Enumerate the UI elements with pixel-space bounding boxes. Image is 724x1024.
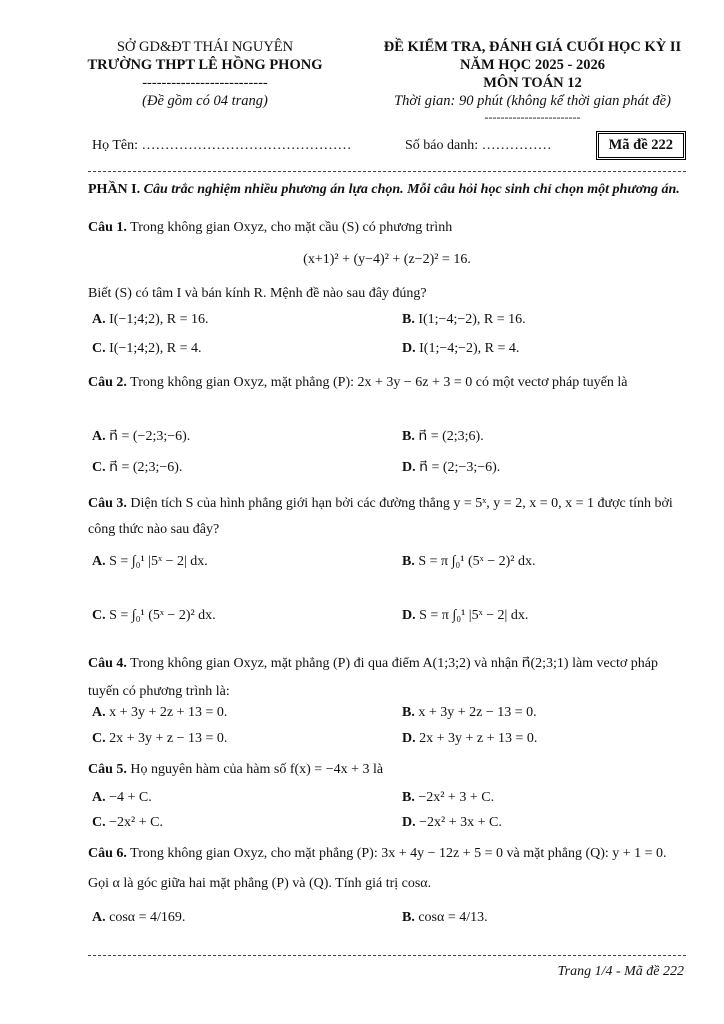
q4-a-letter: A. [92,705,106,720]
exam-title: ĐỀ KIỂM TRA, ĐÁNH GIÁ CUỐI HỌC KỲ II [383,39,682,55]
q3-d-letter: D. [402,608,416,623]
q1-text2: Biết (S) có tâm I và bán kính R. Mệnh đề nào sau đây đúng? [88,286,427,301]
q4-c-text: 2x + 3y + z − 13 = 0. [109,731,228,746]
q2-label: Câu 2. [88,375,127,390]
q4-a-text: x + 3y + 2z + 13 = 0. [109,705,228,720]
q5-option-a[interactable] [92,790,152,806]
q4-d-text: 2x + 3y + z + 13 = 0. [419,731,538,746]
q1-option-d[interactable] [402,341,519,357]
q5-a-letter: A. [92,790,106,805]
q1-text: Trong không gian Oxyz, cho mặt cầu (S) có phương trình [130,220,453,235]
q4-d-letter: D. [402,731,416,746]
q5-b-letter: B. [402,790,415,805]
q1-option-a[interactable] [92,312,209,328]
part1-title: PHẦN I. [88,182,141,197]
q3-c-letter: C. [92,608,106,623]
q6-a-text: cosα = 4/169. [109,910,186,925]
question-6 [88,839,684,899]
q2-option-a[interactable] [92,428,190,445]
q4-text: Trong không gian Oxyz, mặt phẳng (P) đi qua điểm A(1;3;2) và nhận n⃗(2;3;1) làm vectơ pháp tuyến có phương trình là: [88,656,658,699]
q3-a-text: S = ∫₀¹ |5ˣ − 2| dx. [109,554,208,569]
pages-note: (Đề gồm có 04 trang) [142,93,268,109]
q5-c-letter: C. [92,815,106,830]
q2-option-d[interactable] [402,459,500,476]
q1-label: Câu 1. [88,220,127,235]
q4-option-d[interactable] [402,731,537,747]
q3-b-letter: B. [402,554,415,569]
school-year: NĂM HỌC 2025 - 2026 [460,57,605,73]
q6-text: Trong không gian Oxyz, cho mặt phẳng (P): 3x + 4y − 12z + 5 = 0 và mặt phẳng (Q): y + 1 = 0. Gọi α là góc giữa hai mặt phẳng (P) và (Q). Tính giá trị cosα. [88,846,667,891]
q2-c-letter: C. [92,460,106,475]
question-2 [88,369,684,397]
question-1 [88,218,684,238]
subject: MÔN TOÁN 12 [483,75,582,91]
q2-c-text: n⃗ = (2;3;−6). [109,460,183,475]
q5-option-b[interactable] [402,790,494,806]
page-footer: Trang 1/4 - Mã đề 222 [557,964,684,979]
dept-name: SỞ GD&ĐT THÁI NGUYÊN [116,39,294,55]
header-right [360,38,705,124]
q4-c-letter: C. [92,731,106,746]
q6-option-b[interactable] [402,910,488,926]
q5-label: Câu 5. [88,762,127,777]
q3-d-text: S = π ∫₀¹ |5ˣ − 2| dx. [419,608,529,623]
q6-a-letter: A. [92,910,106,925]
q5-text: Họ nguyên hàm của hàm số f(x) = −4x + 3 là [130,762,384,777]
divider-top [88,171,686,172]
q2-d-letter: D. [402,460,416,475]
q1-option-b[interactable] [402,312,526,328]
q5-a-text: −4 + C. [109,790,152,805]
q4-b-text: x + 3y + 2z − 13 = 0. [418,705,537,720]
q6-option-a[interactable] [92,910,185,926]
q2-a-text: n⃗ = (−2;3;−6). [109,429,191,444]
part1-heading [88,180,684,200]
q3-a-letter: A. [92,554,106,569]
q5-option-d[interactable] [402,815,502,831]
q4-option-c[interactable] [92,731,227,747]
q3-option-c[interactable] [92,608,216,624]
q4-option-b[interactable] [402,705,537,721]
q2-d-text: n⃗ = (2;−3;−6). [419,460,501,475]
q1-a-text: I(−1;4;2), R = 16. [109,312,209,327]
time-note: Thời gian: 90 phút (không kể thời gian phát đề) [394,93,671,109]
q3-text: Diện tích S của hình phẳng giới hạn bởi các đường thẳng y = 5ˣ, y = 2, x = 0, x = 1 được tính bởi công thức nào sau đây? [88,496,673,537]
q2-option-c[interactable] [92,459,182,476]
q1-b-letter: B. [402,312,415,327]
q4-option-a[interactable] [92,705,227,721]
divider-bottom [88,955,686,956]
part1-instruction: Câu trắc nghiệm nhiều phương án lựa chọn. Mỗi câu hỏi học sinh chỉ chọn một phương án. [143,182,680,197]
q6-b-letter: B. [402,910,415,925]
q5-d-text: −2x² + 3x + C. [419,815,502,830]
q1-option-c[interactable] [92,341,202,357]
q5-b-text: −2x² + 3 + C. [418,790,495,805]
q1-c-text: I(−1;4;2), R = 4. [109,341,202,356]
q3-option-b[interactable] [402,554,535,570]
q4-b-letter: B. [402,705,415,720]
question-4 [88,650,684,706]
q1-a-letter: A. [92,312,106,327]
question-3 [88,491,684,543]
q1-d-letter: D. [402,341,416,356]
q1-c-letter: C. [92,341,106,356]
q2-text: Trong không gian Oxyz, mặt phẳng (P): 2x + 3y − 6z + 3 = 0 có một vectơ pháp tuyến là [130,375,628,390]
header-left [70,38,340,110]
question-5 [88,760,684,780]
q2-b-letter: B. [402,429,415,444]
time-dashes: ------------------------ [484,110,581,124]
q1-d-text: I(1;−4;−2), R = 4. [419,341,520,356]
name-field-label: Họ Tên: ……………………………………… [92,138,352,153]
q5-option-c[interactable] [92,815,163,831]
q6-label: Câu 6. [88,846,127,861]
q5-d-letter: D. [402,815,416,830]
q2-a-letter: A. [92,429,106,444]
q2-b-text: n⃗ = (2;3;6). [418,429,484,444]
q3-label: Câu 3. [88,496,127,511]
q6-b-text: cosα = 4/13. [418,910,488,925]
q3-option-a[interactable] [92,554,208,570]
q2-option-b[interactable] [402,428,484,445]
q5-c-text: −2x² + C. [109,815,163,830]
student-id-label: Số báo danh: …………… [405,138,552,153]
q3-b-text: S = π ∫₀¹ (5ˣ − 2)² dx. [418,554,536,569]
q1-formula: (x+1)² + (y−4)² + (z−2)² = 16. [303,252,471,267]
school-dashes: -------------------------- [142,75,268,91]
exam-code-box: Mã đề 222 [598,133,684,158]
q4-label: Câu 4. [88,656,127,671]
q3-option-d[interactable] [402,608,528,624]
q1-b-text: I(1;−4;−2), R = 16. [418,312,526,327]
school-name: TRƯỜNG THPT LÊ HỒNG PHONG [87,57,323,73]
q3-c-text: S = ∫₀¹ (5ˣ − 2)² dx. [109,608,216,623]
